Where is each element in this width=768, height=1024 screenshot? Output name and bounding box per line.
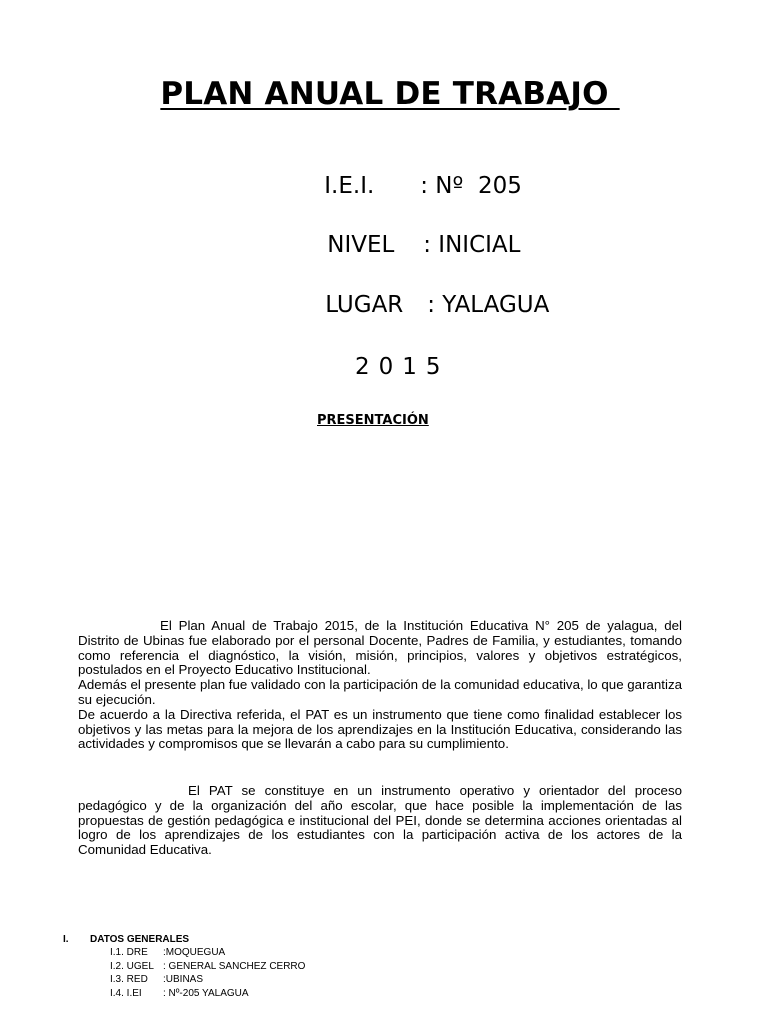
- datos-generales-section: [63, 933, 305, 1000]
- iei-value: : Nº 205: [420, 173, 522, 199]
- datos-item-value: : Nº-205 YALAGUA: [163, 987, 249, 999]
- datos-item-key: I.1. DRE: [110, 947, 148, 959]
- document-year: 2015: [355, 354, 450, 380]
- datos-item-iei: [63, 987, 305, 1000]
- section-title: DATOS GENERALES: [90, 934, 190, 945]
- datos-item-ugel: [63, 960, 305, 973]
- paragraph-directiva: De acuerdo a la Directiva referida, el PAT es un instrumento que tiene como finalidad establecer los objetivos y las metas para la mejora de los aprendizajes en la Institución Educativa, considerando las actividades y compromisos que se llevarán a cabo para su cumplimiento.: [78, 706, 682, 752]
- datos-item-value: :MOQUEGUA: [163, 947, 226, 959]
- datos-item-value: : GENERAL SANCHEZ CERRO: [163, 960, 306, 972]
- document-title: PLAN ANUAL DE TRABAJO: [160, 76, 620, 112]
- datos-item-key: I.3. RED: [110, 974, 148, 986]
- datos-item-key: I.2. UGEL: [110, 960, 154, 972]
- datos-item-value: :UBINAS: [163, 974, 204, 986]
- nivel-value: : INICIAL: [423, 232, 521, 258]
- info-row-lugar: [296, 266, 549, 344]
- presentacion-heading: PRESENTACIÓN: [317, 413, 429, 428]
- section-number: I.: [63, 934, 69, 945]
- paragraph-validation: Además el presente plan fue validado con la participación de la comunidad educativa, lo que garantiza su ejecución.: [78, 677, 682, 707]
- pat-description-block: [78, 784, 682, 858]
- iei-label: I.E.I.: [324, 173, 375, 199]
- paragraph-pat-instrument: El PAT se constituye en un instrumento operativo y orientador del proceso pedagógico y de la organización del año escolar, que hace posible la implementación de las propuestas de gestión pedagógica e institucional del PEI, donde se determina acciones orientadas al logro de los aprendizajes de los estudiantes con la participación activa de los actores de la Comunidad Educativa.: [78, 783, 682, 858]
- datos-item-key: I.4. I.EI: [110, 987, 142, 999]
- presentation-text-block: [78, 619, 682, 752]
- datos-item-red: [63, 973, 305, 986]
- datos-item-dre: [63, 946, 305, 959]
- paragraph-plan-overview: El Plan Anual de Trabajo 2015, de la Institución Educativa N° 205 de yalagua, del Distrito de Ubinas fue elaborado por el personal Docente, Padres de Familia, y estudiantes, tomando como referencia el diagnóstico, la visión, misión, principios, valores y objetivos estratégicos, postulados en el Proyecto Educativo Institucional.: [78, 618, 682, 678]
- datos-generales-heading: [63, 933, 305, 946]
- lugar-value: : YALAGUA: [427, 292, 550, 318]
- nivel-label: NIVEL: [327, 232, 395, 258]
- lugar-label: LUGAR: [325, 292, 404, 318]
